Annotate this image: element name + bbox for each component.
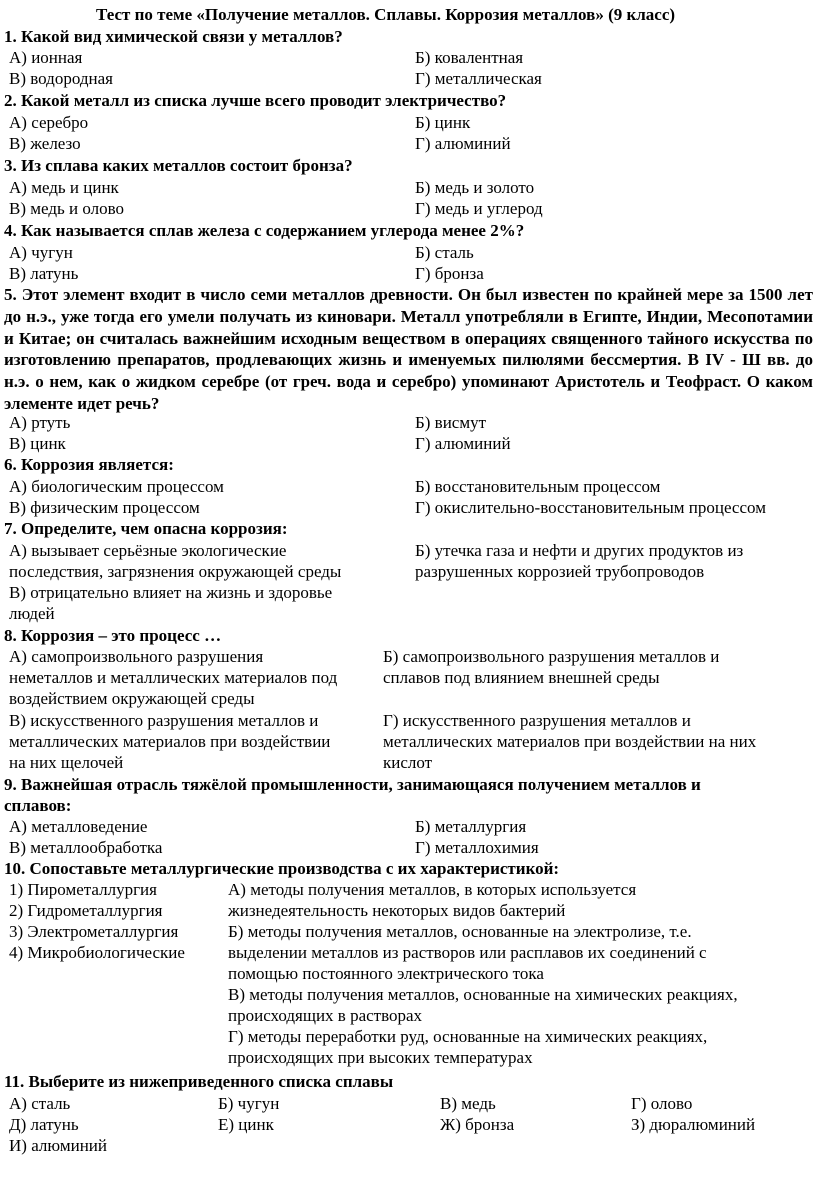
q8-option-b-line2: сплавов под влиянием внешней среды [383, 668, 660, 687]
q7-option-c-line2: людей [9, 604, 55, 623]
q11-option-d: Д) латунь [9, 1115, 79, 1134]
q11-option-zh: Ж) бронза [440, 1115, 515, 1134]
q10-right-line2: жизнедеятельность некоторых видов бактерий [228, 901, 566, 920]
q7-option-a-line1: А) вызывает серьёзные экологические [9, 541, 287, 560]
question-8: 8. Коррозия – это процесс … [4, 626, 222, 645]
q11-option-b: Б) чугун [218, 1094, 280, 1113]
q4-option-b: Б) сталь [415, 243, 474, 262]
question-9-line2: сплавов: [4, 796, 72, 815]
q10-right-line1: А) методы получения металлов, в которых используется [228, 880, 637, 899]
q10-right-line7: происходящих в растворах [228, 1006, 423, 1025]
q10-right-line8: Г) методы переработки руд, основанные на химических реакциях, [228, 1027, 708, 1046]
q2-option-d: Г) алюминий [415, 134, 511, 153]
question-2: 2. Какой металл из списка лучше всего проводит электричество? [4, 91, 507, 110]
q8-option-d-line2: металлических материалов при воздействии на них [383, 732, 757, 751]
q1-option-d: Г) металлическая [415, 69, 542, 88]
q6-option-b: Б) восстановительным процессом [415, 477, 661, 496]
q2-option-b: Б) цинк [415, 113, 471, 132]
q7-option-b-line1: Б) утечка газа и нефти и других продуктов из [415, 541, 744, 560]
q2-option-a: А) серебро [9, 113, 89, 132]
question-4: 4. Как называется сплав железа с содержанием углерода менее 2%? [4, 221, 525, 240]
question-6: 6. Коррозия является: [4, 455, 174, 474]
q1-option-b: Б) ковалентная [415, 48, 524, 67]
q8-option-d-line1: Г) искусственного разрушения металлов и [383, 711, 691, 730]
question-9-line1: 9. Важнейшая отрасль тяжёлой промышленности, занимающаяся получением металлов и [4, 775, 701, 794]
q6-option-a: А) биологическим процессом [9, 477, 224, 496]
q4-option-d: Г) бронза [415, 264, 484, 283]
q1-option-a: А) ионная [9, 48, 83, 67]
q2-option-c: В) железо [9, 134, 81, 153]
question-11: 11. Выберите из нижеприведенного списка сплавы [4, 1072, 394, 1091]
q3-option-d: Г) медь и углерод [415, 199, 543, 218]
q8-option-b-line1: Б) самопроизвольного разрушения металлов и [383, 647, 720, 666]
q9-option-b: Б) металлургия [415, 817, 527, 836]
q3-option-b: Б) медь и золото [415, 178, 535, 197]
q10-left-3: 3) Электрометаллургия [9, 922, 179, 941]
q10-left-4: 4) Микробиологические [9, 943, 185, 962]
q5-option-b: Б) висмут [415, 413, 487, 432]
q5-option-a: А) ртуть [9, 413, 71, 432]
q6-option-d: Г) окислительно-восстановительным процессом [415, 498, 766, 517]
q9-option-a: А) металловедение [9, 817, 148, 836]
question-10: 10. Сопоставьте металлургические производства с их характеристикой: [4, 859, 560, 878]
q10-left-2: 2) Гидрометаллургия [9, 901, 163, 920]
q8-option-a-line1: А) самопроизвольного разрушения [9, 647, 264, 666]
q10-right-line6: В) методы получения металлов, основанные на химических реакциях, [228, 985, 738, 1004]
q7-option-b-line2: разрушенных коррозией трубопроводов [415, 562, 705, 581]
q3-option-c: В) медь и олово [9, 199, 124, 218]
q11-option-z: З) дюралюминий [631, 1115, 756, 1134]
q1-option-c: В) водородная [9, 69, 113, 88]
q11-option-e: Е) цинк [218, 1115, 274, 1134]
q11-option-i: И) алюминий [9, 1136, 107, 1155]
question-1: 1. Какой вид химической связи у металлов? [4, 27, 343, 46]
q7-option-c-line1: В) отрицательно влияет на жизнь и здоровье [9, 583, 333, 602]
q11-option-v: В) медь [440, 1094, 496, 1113]
document-title: Тест по теме «Получение металлов. Сплавы. Коррозия металлов» (9 класс) [96, 5, 676, 24]
q4-option-a: А) чугун [9, 243, 73, 262]
q5-option-c: В) цинк [9, 434, 66, 453]
q10-right-line4: выделении металлов из растворов или расплавов их соединений с [228, 943, 707, 962]
q10-left-1: 1) Пирометаллургия [9, 880, 157, 899]
q9-option-d: Г) металлохимия [415, 838, 539, 857]
q8-option-a-line2: неметаллов и металлических материалов под [9, 668, 338, 687]
q8-option-c-line2: металлических материалов при воздействии [9, 732, 331, 751]
q4-option-c: В) латунь [9, 264, 79, 283]
q10-right-line5: помощью постоянного электрического тока [228, 964, 544, 983]
q11-option-g: Г) олово [631, 1094, 693, 1113]
q9-option-c: В) металлообработка [9, 838, 163, 857]
q8-option-d-line3: кислот [383, 753, 433, 772]
q3-option-a: А) медь и цинк [9, 178, 119, 197]
q10-right-line3: Б) методы получения металлов, основанные на электролизе, т.е. [228, 922, 692, 941]
q8-option-c-line1: В) искусственного разрушения металлов и [9, 711, 319, 730]
q7-option-a-line2: последствия, загрязнения окружающей среды [9, 562, 342, 581]
q8-option-c-line3: на них щелочей [9, 753, 124, 772]
q5-option-d: Г) алюминий [415, 434, 511, 453]
q6-option-c: В) физическим процессом [9, 498, 200, 517]
question-7: 7. Определите, чем опасна коррозия: [4, 519, 288, 538]
question-5: 5. Этот элемент входит в число семи металлов древности. Он был известен по крайней мере за 1500 лет до н.э., уже тогда его умели получать из киновари. Металл употребляли в Египте, Индии, Месопотамии и Китае; он считалась важнейшим исходным веществом в операциях священного тайного искусства по изготовлению препаратов, продлевающих жизнь и именуемых пилюлями бессмертия. В IV - Ш вв. до н.э. о нем, как о жидком серебре (от греч. вода и серебро) упоминают Аристотель и Теофраст. О каком элементе идет речь? [4, 285, 813, 413]
question-3: 3. Из сплава каких металлов состоит бронза? [4, 156, 353, 175]
q10-right-line9: происходящих при высоких температурах [228, 1048, 533, 1067]
q8-option-a-line3: воздействием окружающей среды [9, 689, 255, 708]
q11-option-a: А) сталь [9, 1094, 71, 1113]
